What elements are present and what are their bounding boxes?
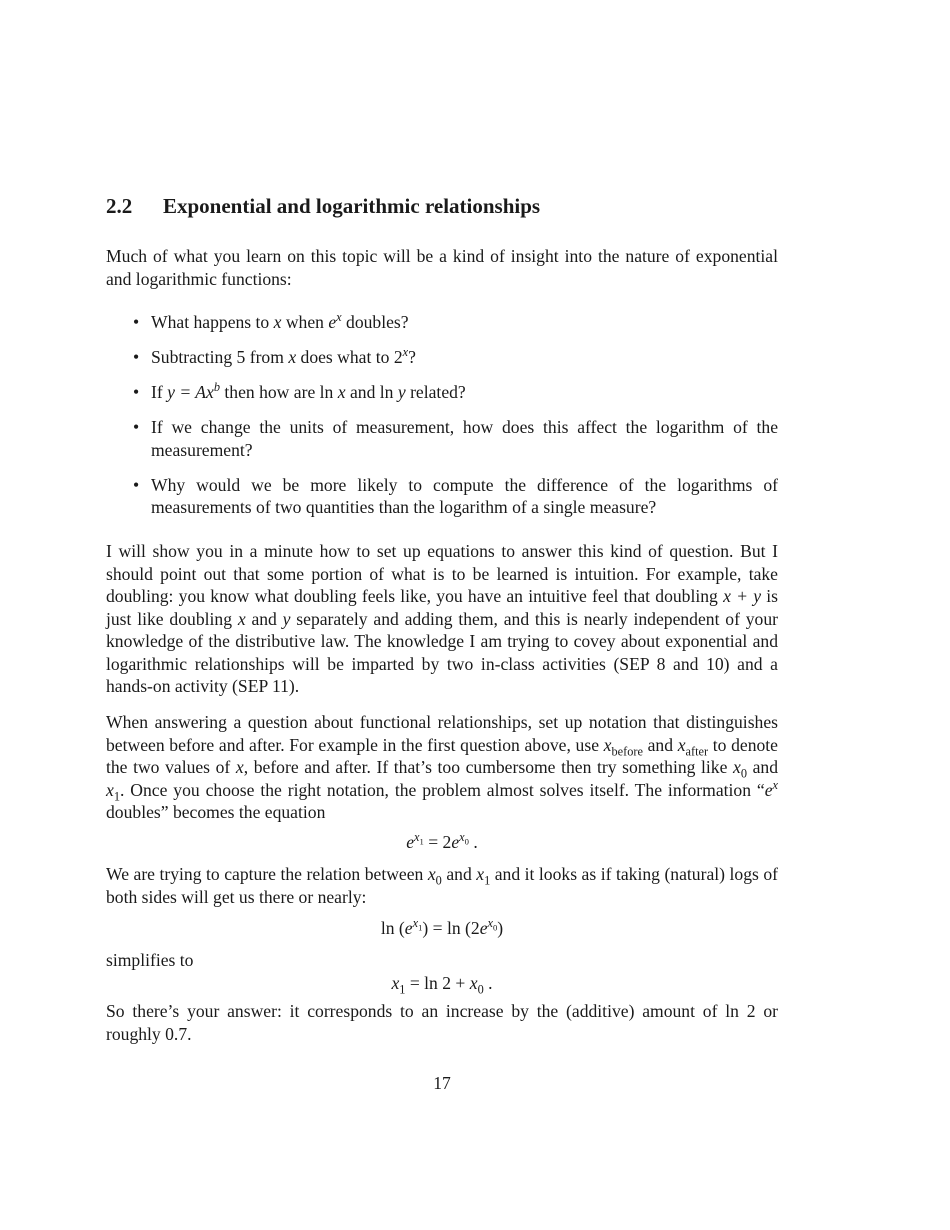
- list-item: • Subtracting 5 from x does what to 2$^x$?: [106, 346, 778, 369]
- body-paragraph-intuition: I will show you in a minute how to set up equations to answer this kind of question. But I should point out that some portion of what is to be learned is intuition. For example, take doubling: you know what doubling feels like, you have an intuitive feel that doubling x + y is just like doubling x and y separately and adding them, and this is nearly independent of your knowledge of the distributive law. The knowledge I am trying to covey about exponential and logarithmic relationships will be imparted by two in-class activities (SEP 8 and 10) and a hands-on activity (SEP 11).: [106, 541, 778, 696]
- list-item: • Why would we be more likely to compute the difference of the logarithms of measurements of two quantities than the logarithm of a single measure?: [106, 474, 778, 519]
- simplifies-text: simplifies to: [106, 950, 194, 970]
- answer-paragraph: So there’s your answer: it corresponds to an increase by the (additive) amount of ln 2 or roughly 0.7.: [106, 1001, 778, 1044]
- equation-result: $x_1 = \ln 2 + x_0$ .: [391, 973, 493, 997]
- page-number: 17: [433, 1073, 451, 1093]
- list-item: • If $y = Ax^b$ then how are ln x and ln y related?: [106, 381, 778, 404]
- section-heading: [106, 193, 540, 219]
- equation-logs: $\ln (e^{x_1}) = \ln (2e^{x_0})$: [380, 916, 504, 938]
- section-title: Exponential and logarithmic relationships: [163, 194, 541, 218]
- list-item: • If we change the units of measurement, how does this affect the logarithm of the measurement?: [106, 416, 778, 461]
- section-number: 2.2: [106, 194, 133, 218]
- question-list: [106, 311, 778, 531]
- equation-doubling: $e^{x_1} = 2e^{x_0}$ .: [406, 830, 478, 852]
- body-paragraph-notation: When answering a question about functional relationships, set up notation that distinguishes between before and after. For example in the first question above, use $x_{before}$ and $x_{after}$ to denote the two values of x, before and after. If that’s too cumbersome then try something like $x_0$ and $x_1$. Once you choose the right notation, the problem almost solves itself. The information “$e^x$ doubles” becomes the equation: [106, 712, 778, 822]
- list-item: • What happens to x when $e^x$ doubles?: [106, 311, 778, 334]
- intro-paragraph: Much of what you learn on this topic will be a kind of insight into the nature of exponential and logarithmic functions:: [106, 246, 778, 289]
- body-paragraph-relation: We are trying to capture the relation between $x_0$ and $x_1$ and it looks as if taking (natural) logs of both sides will get us there or nearly:: [106, 864, 778, 907]
